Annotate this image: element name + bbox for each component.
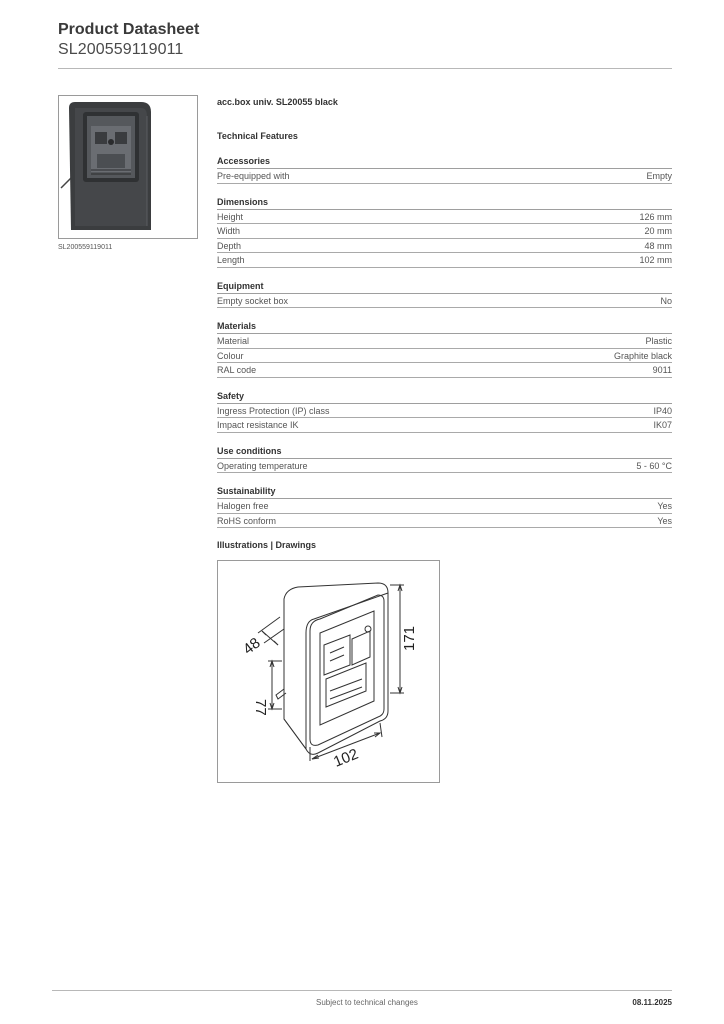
product-name: acc.box univ. SL20055 black — [217, 97, 338, 107]
page-title: Product Datasheet — [58, 21, 200, 38]
spec-value: IP40 — [653, 405, 672, 416]
section-accessories — [217, 154, 672, 184]
technical-content — [217, 95, 672, 528]
spec-label: Halogen free — [217, 501, 269, 511]
spec-value: 126 mm — [639, 211, 672, 222]
section-title: Materials — [217, 319, 672, 334]
footer-divider — [52, 990, 672, 991]
spec-label: Depth — [217, 240, 242, 251]
section-title: Use conditions — [217, 444, 672, 459]
spec-row — [217, 253, 672, 268]
section-title: Dimensions — [217, 195, 672, 210]
spec-label: RAL code — [217, 365, 257, 375]
spec-row — [217, 459, 672, 474]
spec-row — [217, 224, 672, 239]
spec-row — [217, 363, 672, 378]
spec-label: Impact resistance IK — [217, 420, 299, 430]
spec-value: 48 mm — [644, 240, 672, 251]
spec-row — [217, 294, 672, 309]
product-photo-image — [59, 96, 197, 238]
spec-label: Colour — [217, 350, 244, 361]
spec-row — [217, 239, 672, 254]
spec-value: Graphite black — [613, 350, 672, 361]
section-title: Equipment — [217, 279, 672, 294]
illustrations-heading: Illustrations | Drawings — [217, 540, 317, 550]
section-title: Sustainability — [217, 484, 672, 499]
spec-value: Empty — [646, 171, 672, 181]
spec-value: IK07 — [653, 420, 672, 430]
section-title: Accessories — [217, 154, 672, 169]
spec-value: 20 mm — [644, 226, 672, 236]
section-dimensions — [217, 195, 672, 268]
spec-label: RoHS conform — [217, 515, 277, 526]
spec-row — [217, 404, 672, 419]
spec-row — [217, 210, 672, 225]
spec-value: Yes — [657, 515, 672, 526]
product-photo — [58, 95, 198, 239]
spec-label: Pre-equipped with — [217, 171, 290, 181]
spec-label: Length — [217, 255, 245, 265]
footer-date: 08.11.2025 — [632, 998, 672, 1007]
dim-height-label: 171 — [401, 625, 418, 651]
spec-row — [217, 418, 672, 433]
section-safety — [217, 389, 672, 433]
spec-value: Yes — [657, 501, 672, 511]
spec-value: No — [660, 295, 672, 306]
spec-label: Material — [217, 336, 250, 346]
technical-drawing — [217, 560, 440, 783]
product-code: SL200559119011 — [58, 41, 184, 58]
spec-value: Plastic — [645, 336, 672, 346]
spec-label: Empty socket box — [217, 295, 289, 306]
technical-drawing-image — [218, 561, 439, 782]
spec-label: Width — [217, 226, 241, 236]
spec-row — [217, 499, 672, 514]
spec-row — [217, 169, 672, 184]
spec-label: Operating temperature — [217, 460, 308, 471]
dim-side-label: 77 — [252, 699, 269, 716]
section-materials — [217, 319, 672, 378]
spec-row — [217, 349, 672, 364]
document-header — [58, 20, 672, 60]
section-use-conditions — [217, 444, 672, 474]
dim-width-label: 102 — [331, 745, 361, 771]
dim-depth-label: 48 — [239, 634, 264, 659]
spec-row — [217, 514, 672, 529]
spec-label: Height — [217, 211, 244, 222]
technical-features-heading: Technical Features — [217, 131, 298, 141]
section-equipment — [217, 279, 672, 309]
footer-note: Subject to technical changes — [316, 998, 418, 1007]
spec-row — [217, 334, 672, 349]
section-sustainability — [217, 484, 672, 528]
section-title: Safety — [217, 389, 672, 404]
spec-value: 102 mm — [639, 255, 672, 265]
spec-value: 9011 — [652, 365, 672, 375]
spec-value: 5 - 60 °C — [636, 460, 672, 471]
header-divider — [58, 68, 672, 69]
spec-label: Ingress Protection (IP) class — [217, 405, 330, 416]
photo-caption: SL200559119011 — [58, 244, 113, 251]
